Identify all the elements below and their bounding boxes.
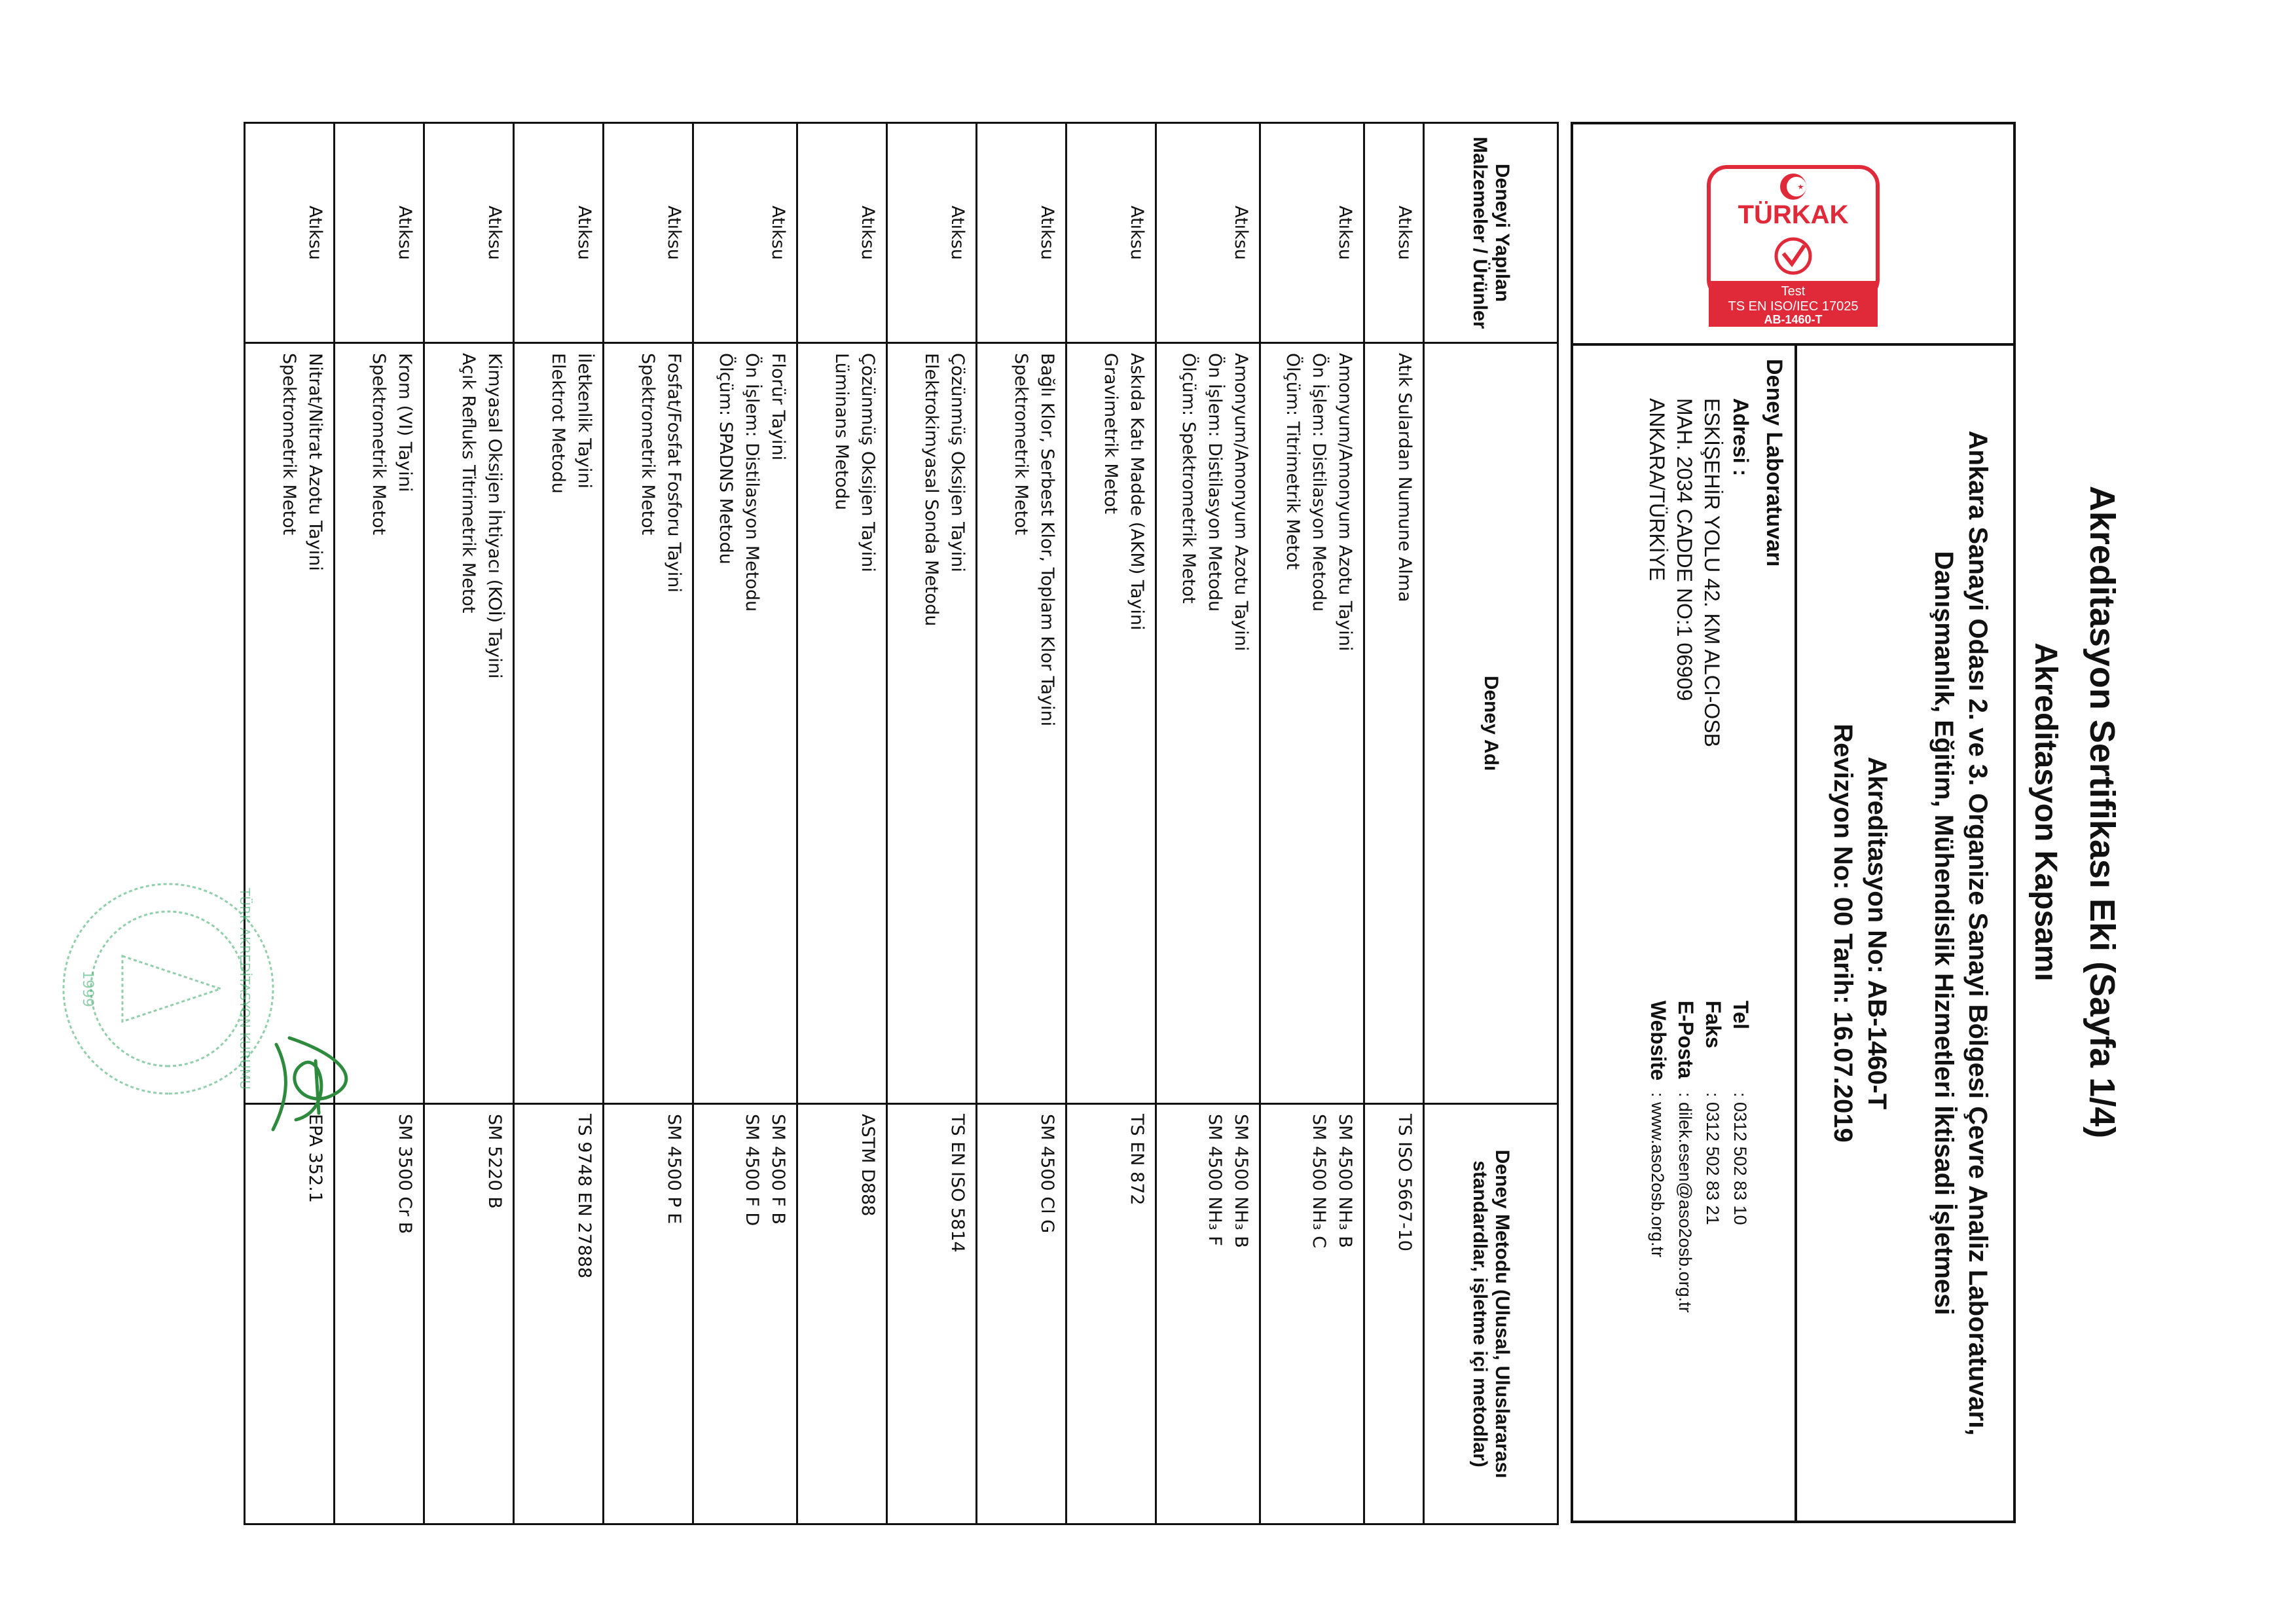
test-name-line: Fosfat/Fosfat Fosforu Tayini	[664, 353, 684, 593]
page-subtitle: Akreditasyon Kapsamı	[2028, 642, 2063, 982]
material-cell: Atıksu	[335, 123, 424, 343]
fax-label: Faks	[1702, 1001, 1725, 1048]
material-cell: Atıksu	[1156, 123, 1260, 343]
turkak-logo	[1573, 124, 2013, 341]
test-name-line: Spektrometrik Metot	[279, 353, 299, 536]
lab-contact-block	[1571, 346, 1797, 1521]
test-name-line: Atık Sulardan Numune Alma	[1394, 353, 1415, 602]
material-cell: Atıksu	[1364, 123, 1424, 343]
check-icon	[1776, 239, 1810, 273]
test-name-cell	[693, 343, 797, 1104]
test-name-cell	[424, 343, 514, 1104]
turkak-wordmark: TÜRKAK	[1738, 200, 1849, 229]
test-name-line: Florür Tayini	[768, 353, 788, 461]
header-materials: Deneyi Yapılan Malzemeler / Ürünler	[1424, 123, 1558, 343]
test-method-cell	[1364, 1104, 1424, 1524]
test-name-cell	[797, 343, 887, 1104]
table-row	[424, 123, 514, 1524]
test-name-line: Çözünmüş Oksijen Tayini	[947, 353, 968, 572]
email-value: : dilek.esen@aso2osb.org.tr	[1675, 1092, 1695, 1313]
test-method-line: EPA 352.1	[305, 1114, 325, 1203]
test-method-line: SM 4500 NH₃ F	[1205, 1114, 1225, 1246]
test-method-cell	[1260, 1104, 1364, 1524]
test-name-line: Çözünmüş Oksijen Tayini	[858, 353, 878, 572]
test-method-cell	[797, 1104, 887, 1524]
table-row	[245, 123, 335, 1524]
logo-cell	[1573, 124, 2013, 346]
test-name-line: Elektrokimyasal Sonda Metodu	[921, 353, 941, 627]
test-name-line: Ölçüm: Spektrometrik Metot	[1178, 353, 1199, 604]
material-cell: Atıksu	[514, 123, 604, 343]
test-name-line: Nitrat/Nitrat Azotu Tayini	[305, 353, 325, 571]
address-label: Adresi :	[1729, 398, 1753, 477]
material-cell: Atıksu	[1066, 123, 1156, 343]
table-body	[245, 123, 1424, 1524]
page-title: Akreditasyon Sertifikası Eki (Sayfa 1/4)	[2083, 485, 2122, 1139]
test-method-line: SM 4500 F D	[742, 1114, 762, 1227]
material-cell: Atıksu	[797, 123, 887, 343]
turkak-crescent-star-icon	[1780, 174, 1806, 200]
material-cell: Atıksu	[424, 123, 514, 343]
table-row	[514, 123, 604, 1524]
table-row	[693, 123, 797, 1524]
stamp-year: 1999	[79, 970, 96, 1007]
test-name-line: Elektrot Metodu	[548, 353, 568, 494]
test-name-line: Amonyum/Amonyum Azotu Tayini	[1335, 353, 1355, 652]
test-name-line: Kimyasal Oksijen İhtiyacı (KOİ) Tayini	[484, 353, 505, 679]
test-method-cell	[693, 1104, 797, 1524]
table-row	[887, 123, 977, 1524]
address-line: ESKİŞEHİR YOLU 42. KM ALCI-OSB	[1700, 398, 1724, 747]
test-method-line: SM 4500 NH₃ C	[1309, 1114, 1329, 1249]
table-row	[977, 123, 1066, 1524]
test-name-line: Krom (VI) Tayini	[395, 353, 415, 492]
lab-section-label: Deney Laboratuvarı	[1762, 359, 1787, 567]
test-method-line: SM 5220 B	[484, 1114, 505, 1209]
test-name-line: Spektrometrik Metot	[638, 353, 658, 536]
lab-name-line1: Ankara Sanayi Odası 2. ve 3. Organize Sanayi Bölgesi Çevre Analiz Laboratuvarı,	[1963, 430, 1992, 1436]
signature	[257, 999, 388, 1143]
accreditation-number: Akreditasyon No: AB-1460-T	[1863, 756, 1891, 1110]
website-value: : www.aso2osb.org.tr	[1648, 1092, 1667, 1258]
lab-name-line2: Danışmanlık, Eğitim, Mühendislik Hizmetleri İktisadi İşletmesi	[1929, 551, 1958, 1316]
test-name-cell	[1364, 343, 1424, 1104]
email-label: E-Posta	[1674, 1001, 1698, 1079]
test-name-line: Ön İşlem: Distilasyon Metodu	[742, 353, 762, 612]
test-name-line: Spektrometrik Metot	[1011, 353, 1031, 536]
material-cell: Atıksu	[693, 123, 797, 343]
test-name-cell	[1156, 343, 1260, 1104]
fax-value: : 0312 502 83 21	[1703, 1092, 1722, 1225]
test-method-line: ASTM D888	[858, 1114, 878, 1217]
test-method-cell	[514, 1104, 604, 1524]
table-header-row	[1424, 123, 1558, 1524]
test-method-cell	[1156, 1104, 1260, 1524]
material-cell: Atıksu	[604, 123, 693, 343]
tel-label: Tel	[1729, 1001, 1753, 1029]
test-name-line: Ön İşlem: Distilasyon Metodu	[1205, 353, 1225, 612]
table-row	[1156, 123, 1260, 1524]
test-name-line: Ölçüm: SPADNS Metodu	[716, 353, 736, 564]
test-name-cell	[1066, 343, 1156, 1104]
address-line: ANKARA/TÜRKİYE	[1645, 398, 1669, 581]
test-method-cell	[1066, 1104, 1156, 1524]
stamp-text: TÜRK AKREDİTASYON KURUMU	[237, 888, 253, 1090]
test-method-cell	[335, 1104, 424, 1524]
test-name-cell	[977, 343, 1066, 1104]
test-method-line: SM 4500 P E	[664, 1114, 684, 1225]
test-method-line: SM 4500 F B	[768, 1114, 788, 1225]
test-name-line: Ön İşlem: Distilasyon Metodu	[1309, 353, 1329, 612]
header-test-name: Deney Adı	[1424, 343, 1558, 1104]
test-name-cell	[335, 343, 424, 1104]
test-method-cell	[604, 1104, 693, 1524]
revision-info: Revizyon No: 00 Tarih: 16.07.2019	[1829, 724, 1857, 1143]
material-cell: Atıksu	[245, 123, 335, 343]
header-box	[1571, 122, 2016, 1523]
test-method-line: TS EN ISO 5814	[947, 1114, 968, 1253]
table-row	[1066, 123, 1156, 1524]
test-name-line: Askıda Katı Madde (AKM) Tayini	[1127, 353, 1147, 631]
lab-name-block	[1797, 346, 2013, 1521]
table-row	[335, 123, 424, 1524]
accreditation-stamp	[57, 877, 280, 1100]
header-test-method: Deney Metodu (Ulusal, Uluslararası standardlar, işletme içi metodlar)	[1424, 1104, 1558, 1524]
address-line: MAH. 2034 CADDE NO:1 06909	[1673, 398, 1696, 701]
test-method-cell	[424, 1104, 514, 1524]
material-cell: Atıksu	[1260, 123, 1364, 343]
logo-standard: TS EN ISO/IEC 17025	[1728, 299, 1859, 314]
test-name-cell	[1260, 343, 1364, 1104]
scope-table	[244, 122, 1559, 1525]
table-row	[1364, 123, 1424, 1524]
test-method-cell	[887, 1104, 977, 1524]
test-method-line: SM 4500 NH₃ B	[1231, 1114, 1251, 1248]
table-row	[604, 123, 693, 1524]
test-method-cell	[245, 1104, 335, 1524]
test-name-line: Amonyum/Amonyum Azotu Tayini	[1231, 353, 1251, 652]
test-method-line: TS ISO 5667-10	[1394, 1114, 1415, 1251]
logo-test-label: Test	[1781, 284, 1806, 299]
test-method-line: SM 3500 Cr B	[395, 1114, 415, 1234]
material-cell: Atıksu	[977, 123, 1066, 343]
table-row	[1260, 123, 1364, 1524]
test-name-line: Bağlı Klor, Serbest Klor, Toplam Klor Tayini	[1037, 353, 1057, 727]
test-name-line: Ölçüm: Titrimetrik Metot	[1283, 353, 1303, 570]
test-name-line: Spektrometrik Metot	[369, 353, 389, 536]
material-cell: Atıksu	[887, 123, 977, 343]
website-label: Website	[1647, 1001, 1670, 1081]
test-name-cell	[887, 343, 977, 1104]
test-method-line: TS 9748 EN 27888	[574, 1114, 594, 1279]
test-name-line: Lüminans Metodu	[831, 353, 852, 511]
table-row	[797, 123, 887, 1524]
test-method-cell	[977, 1104, 1066, 1524]
test-name-cell	[604, 343, 693, 1104]
test-method-line: SM 4500 NH₃ B	[1335, 1114, 1355, 1248]
logo-code: AB-1460-T	[1764, 313, 1823, 326]
test-name-cell	[514, 343, 604, 1104]
tel-value: : 0312 502 83 10	[1730, 1092, 1750, 1225]
test-name-line: Açık Refluks Titrimetrik Metot	[458, 353, 479, 614]
test-method-line: SM 4500 Cl G	[1037, 1114, 1057, 1234]
test-name-line: İletkenlik Tayini	[574, 353, 594, 489]
test-method-line: TS EN 872	[1127, 1114, 1147, 1206]
test-name-line: Gravimetrik Metot	[1101, 353, 1121, 514]
